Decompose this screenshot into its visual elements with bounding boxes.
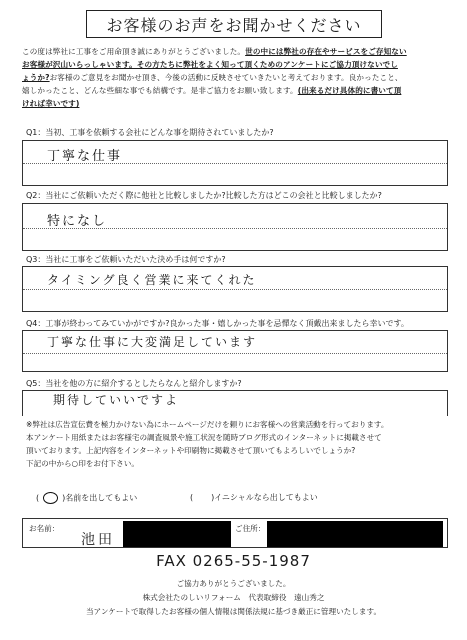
name-value: 池田 [81, 532, 115, 548]
consent-option-name[interactable]: ( )名前を出してもよい [36, 493, 138, 503]
question-2-answer: 特になし [47, 214, 108, 229]
question-1-answer: 丁寧な仕事 [47, 149, 123, 164]
circle-mark-icon [43, 492, 58, 504]
ruled-line [23, 353, 447, 354]
question-5-answer-box [22, 390, 448, 416]
intro-line-2: お客様が沢山いらっしゃいます。その方たちに弊社をよく知って頂くためのアンケートにご協力頂けないでし [22, 60, 398, 69]
consent-option-name-label: 名前を出してもよい [65, 493, 138, 503]
intro-line-4: 嬉しかったこと、どんな些細な事でも結構です。是非ご協力をお願い致します。(出来るだけ具体的に書いて頂 [22, 86, 402, 95]
fax-number: FAX 0265-55-1987 [156, 552, 311, 570]
consent-options [36, 492, 436, 506]
redaction-block-address [267, 521, 443, 547]
consent-option-initials-label: イニシャルなら出してもよい [214, 493, 318, 502]
usage-notes [26, 418, 446, 470]
question-1-answer-box [22, 140, 448, 186]
consent-option-initials[interactable]: ( )イニシャルなら出してもよい [190, 493, 318, 502]
question-2-label: Q2：当社にご依頼いただく際に他社と比較しましたか?比較した方はどこの会社と比較しましたか? [26, 191, 382, 200]
question-2-answer-box [22, 203, 448, 251]
footer-privacy: 当アンケートで取得したお客様の個人情報は関係法規に基づき厳正に管理いたします。 [85, 607, 382, 616]
redaction-block-name [123, 521, 231, 547]
address-label: ご住所： [235, 524, 266, 533]
question-4-answer-box [22, 330, 448, 372]
intro-line-3: ょうか?お客様のご意見をお聞かせ頂き、今後の活動に反映させていきたいと考えております。良かったこと、 [22, 73, 403, 82]
notes-line-2: 本アンケート用紙またはお客様宅の調査風景や施工状況を随時ブログ形式のインターネットに掲載させて [26, 433, 382, 442]
notes-line-4: 下記の中から○印をお付下さい。 [26, 459, 139, 468]
intro-line-1: この度は弊社に工事をご用命頂き誠にありがとうございました。世の中には弊社の存在やサービスをご存知ない [22, 47, 407, 56]
footer-thanks: ご協力ありがとうございました。 [176, 579, 291, 588]
name-label: お名前： [29, 524, 60, 533]
intro-line-5: ければ幸いです) [22, 99, 80, 108]
question-4-answer: 丁寧な仕事に大変満足しています [47, 335, 258, 349]
title-text: お客様のお声をお聞かせください [106, 15, 362, 35]
question-1-label: Q1：当初、工事を依頼する会社にどんな事を期待されていましたか? [26, 128, 274, 137]
question-5-answer: 期待していいですよ [53, 393, 180, 407]
question-5-label: Q5：当社を他の方に紹介するとしたらなんと紹介しますか? [26, 379, 242, 388]
question-3-label: Q3：当社に工事をご依頼いただいた決め手は何ですか? [26, 255, 226, 264]
question-3-answer-box [22, 266, 448, 312]
ruled-line [23, 289, 447, 290]
footer-company: 株式会社たのしいリフォーム 代表取締役 遠山秀之 [142, 593, 325, 602]
intro-paragraph [22, 45, 450, 110]
notes-line-1: ※弊社は広告宣伝費を極力かけない為にホームページだけを頼りにお客様への営業活動を行っております。 [26, 420, 389, 429]
question-4-label: Q4：工事が終わってみていかがですか?良かった事・嬉しかった事を忌憚なく頂戴出来ましたら幸いです。 [26, 319, 409, 328]
notes-line-3: 頂いております。上記内容をインターネットや印刷物に掲載させて頂いてもよろしいでしょうか? [26, 446, 356, 455]
page-title [86, 10, 382, 38]
question-3-answer: タイミング良く営業に来てくれた [47, 273, 257, 287]
name-address-row [22, 518, 448, 548]
